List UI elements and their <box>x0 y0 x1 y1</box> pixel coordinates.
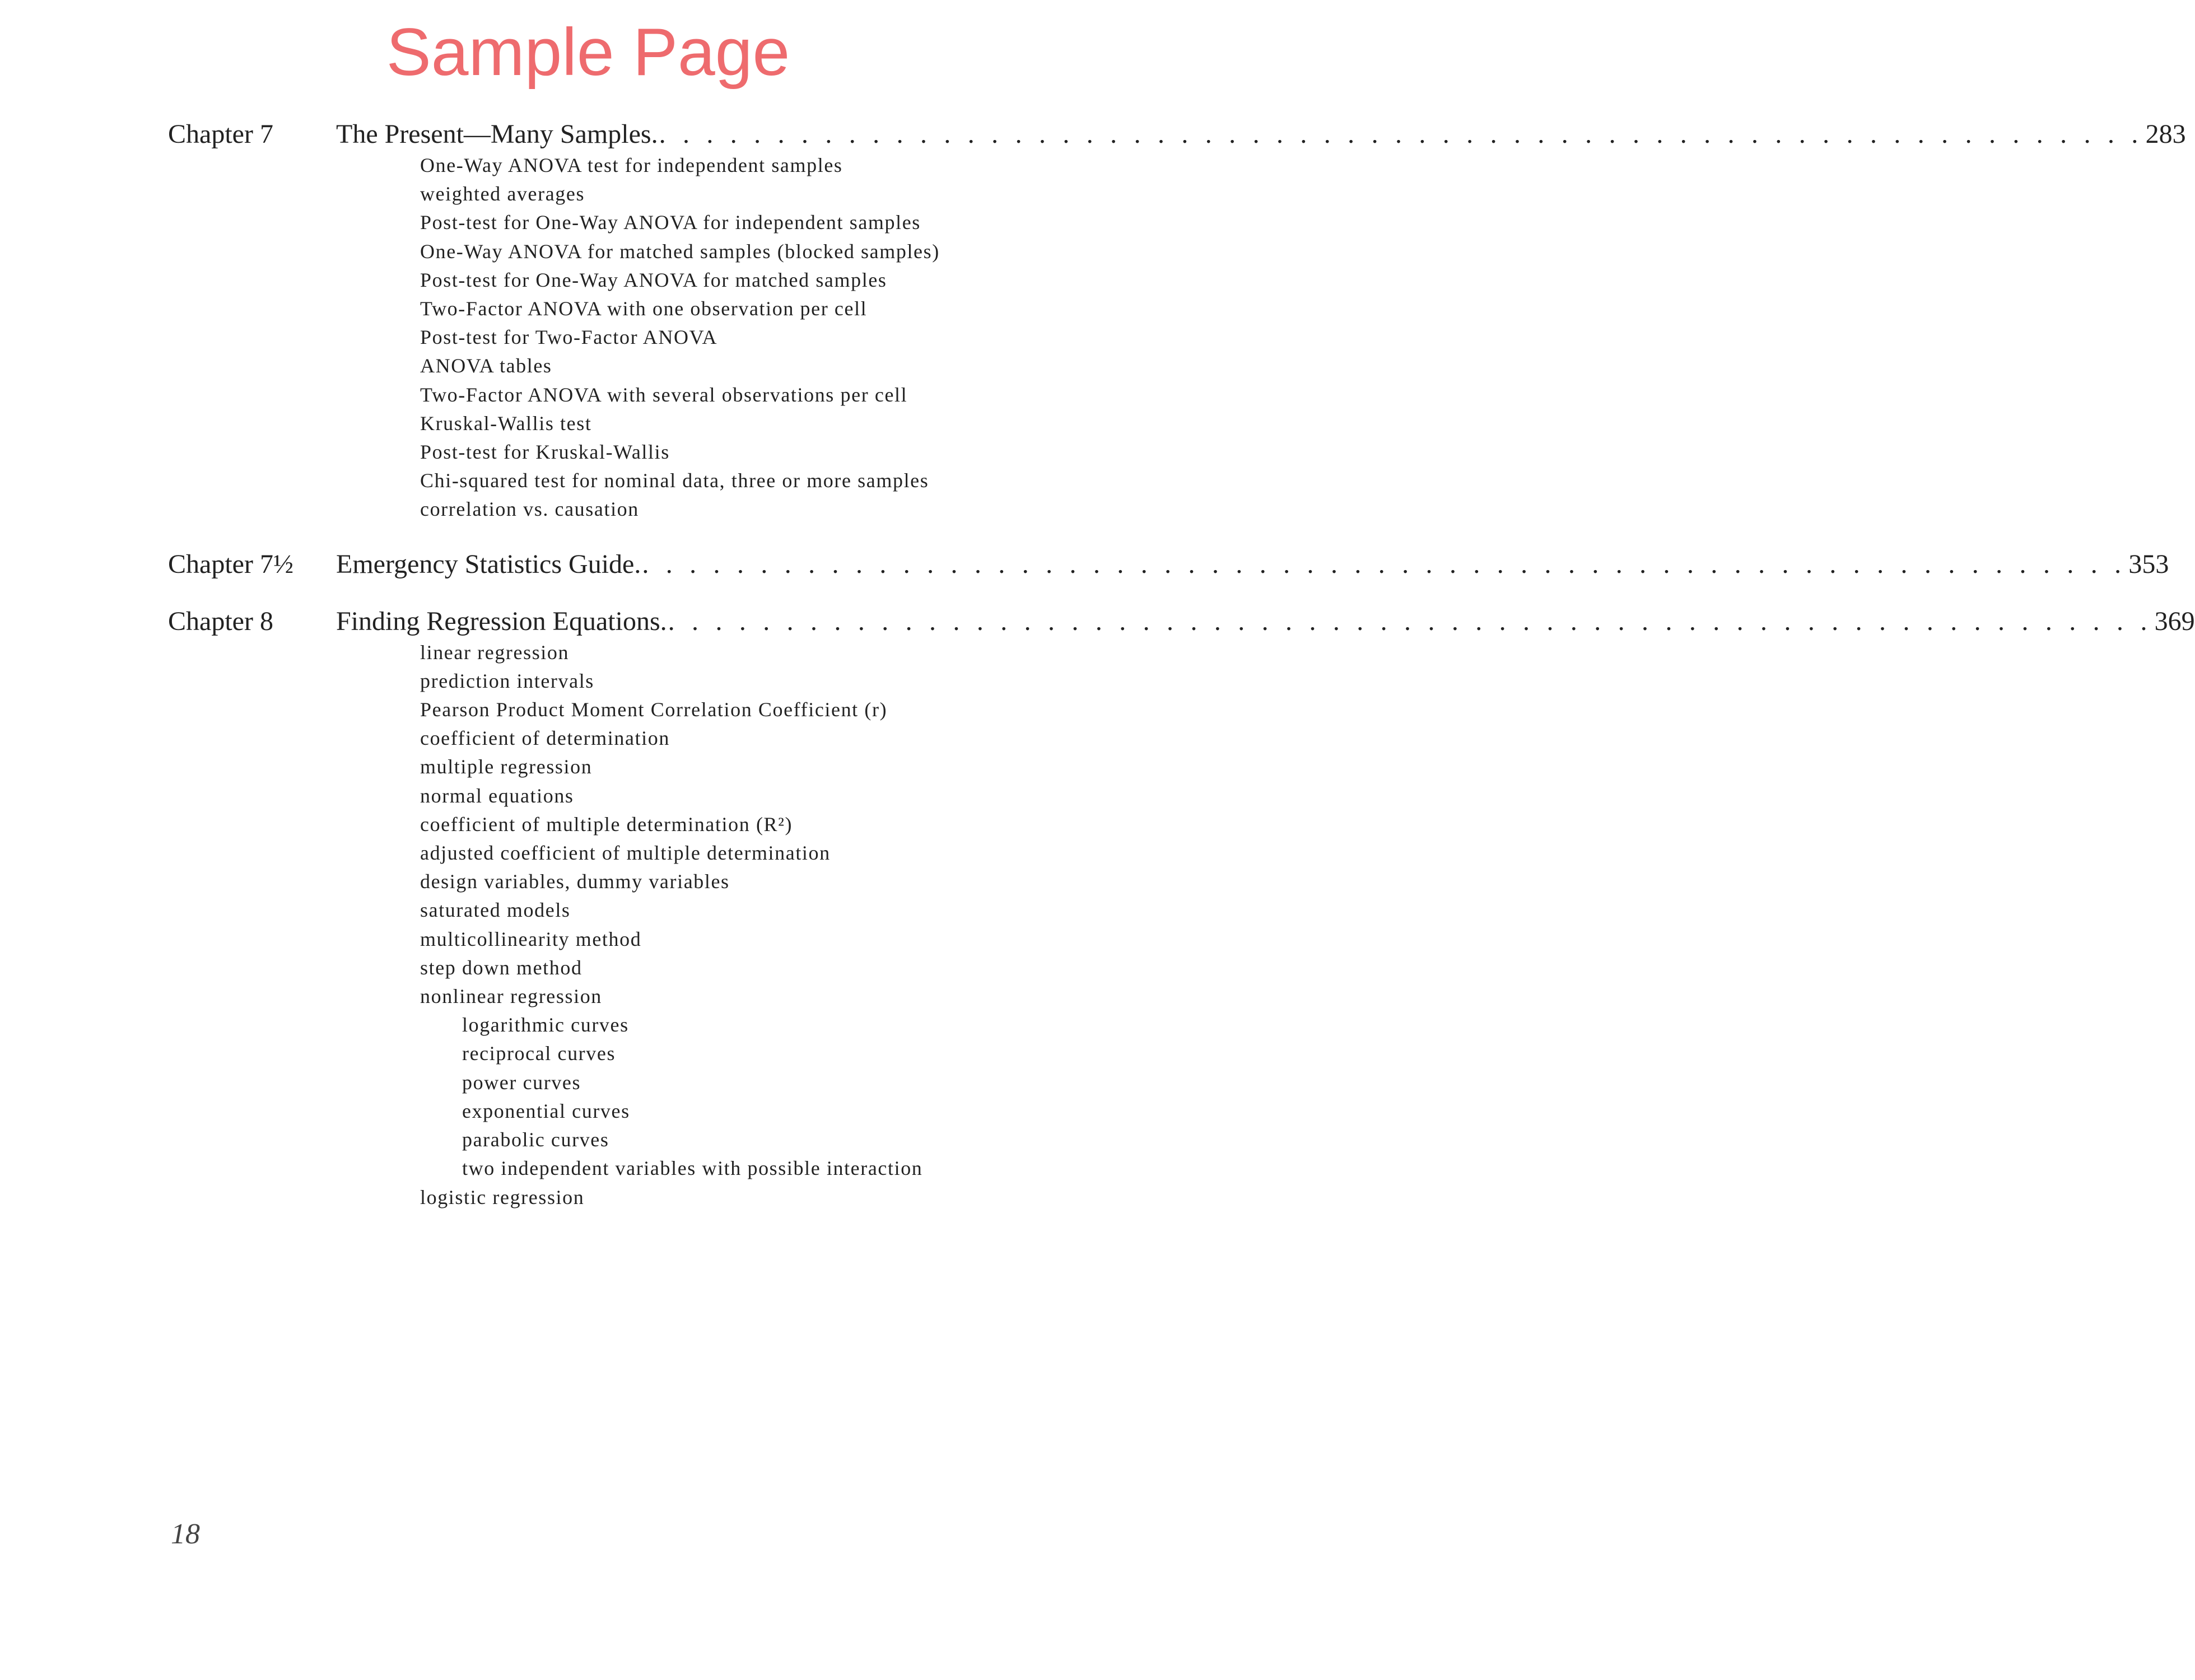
toc-topic: adjusted coefficient of multiple determination <box>420 842 831 865</box>
dot-leader: . . . . . . . . . . . . . . . . . . . . . . . . . . . . . . . . . . . . . . . . . . . . . . . . . . . . . . . . . . . . . . . <box>659 119 2143 149</box>
toc-topic: Post-test for One-Way ANOVA for independent samples <box>420 211 921 234</box>
chapter-page-number: 353 <box>2128 549 2169 579</box>
toc-subtopic: logarithmic curves <box>462 1014 629 1037</box>
chapter-label: Chapter 7 <box>168 119 273 149</box>
chapter-page-number: 369 <box>2154 606 2195 636</box>
toc-topic: nonlinear regression <box>420 985 602 1008</box>
chapter-label: Chapter 8 <box>168 606 273 636</box>
toc-topic: One-Way ANOVA for matched samples (blocked samples) <box>420 240 940 263</box>
toc-topic: saturated models <box>420 899 571 922</box>
toc-topic: logistic regression <box>420 1186 585 1208</box>
toc-topic: multiple regression <box>420 755 593 778</box>
toc-topic: correlation vs. causation <box>420 498 639 521</box>
dot-leader: . . . . . . . . . . . . . . . . . . . . . . . . . . . . . . . . . . . . . . . . . . . . . . . . . . . . . . . . . . . . . . . <box>642 549 2127 579</box>
toc-topic: coefficient of determination <box>420 727 670 750</box>
toc-topic: prediction intervals <box>420 669 594 692</box>
table-of-contents <box>168 118 2195 1235</box>
toc-chapter-7 <box>168 118 2186 524</box>
toc-subtopic: reciprocal curves <box>462 1042 616 1065</box>
toc-chapter-8 <box>168 605 2195 1212</box>
toc-topic: step down method <box>420 956 582 979</box>
toc-chapter-7-half <box>168 548 2169 581</box>
toc-topic: One-Way ANOVA test for independent samples <box>420 154 843 176</box>
toc-topic: linear regression <box>420 641 570 664</box>
toc-topic: Post-test for One-Way ANOVA for matched samples <box>420 268 887 291</box>
toc-topic: Chi-squared test for nominal data, three or more samples <box>420 469 929 492</box>
toc-subtopic: two independent variables with possible interaction <box>462 1157 923 1180</box>
toc-subtopic: exponential curves <box>462 1099 630 1122</box>
page-number: 18 <box>171 1518 200 1550</box>
chapter-title: The Present—Many Samples. <box>336 119 658 149</box>
chapter-label: Chapter 7½ <box>168 549 293 579</box>
chapter-heading-row <box>168 548 2169 581</box>
toc-topic: ANOVA tables <box>420 354 552 377</box>
toc-topic: Two-Factor ANOVA with one observation per cell <box>420 297 868 320</box>
chapter-title: Emergency Statistics Guide. <box>336 549 641 579</box>
sample-page-watermark: Sample Page <box>386 15 790 90</box>
toc-topic: normal equations <box>420 784 574 807</box>
chapter-title: Finding Regression Equations. <box>336 606 667 636</box>
toc-topic: coefficient of multiple determination (R²) <box>420 813 793 836</box>
chapter-heading-row <box>168 118 2186 151</box>
chapter-page-number: 283 <box>2145 119 2186 149</box>
toc-topic: Kruskal-Wallis test <box>420 412 592 435</box>
toc-topic: design variables, dummy variables <box>420 870 730 893</box>
toc-subtopic: parabolic curves <box>462 1128 609 1151</box>
chapter-topic-list <box>168 151 1008 524</box>
dot-leader: . . . . . . . . . . . . . . . . . . . . . . . . . . . . . . . . . . . . . . . . . . . . . . . . . . . . . . . . . . . . . . . <box>668 606 2152 636</box>
toc-topic: Post-test for Two-Factor ANOVA <box>420 326 718 349</box>
toc-topic: Post-test for Kruskal-Wallis <box>420 441 670 464</box>
chapter-topic-list <box>168 638 1008 1212</box>
toc-subtopic: power curves <box>462 1071 581 1094</box>
toc-topic: weighted averages <box>420 183 585 206</box>
toc-topic: Two-Factor ANOVA with several observations per cell <box>420 383 908 406</box>
toc-topic: Pearson Product Moment Correlation Coefficient (r) <box>420 698 888 721</box>
toc-topic: multicollinearity method <box>420 927 642 950</box>
chapter-heading-row <box>168 605 2195 638</box>
